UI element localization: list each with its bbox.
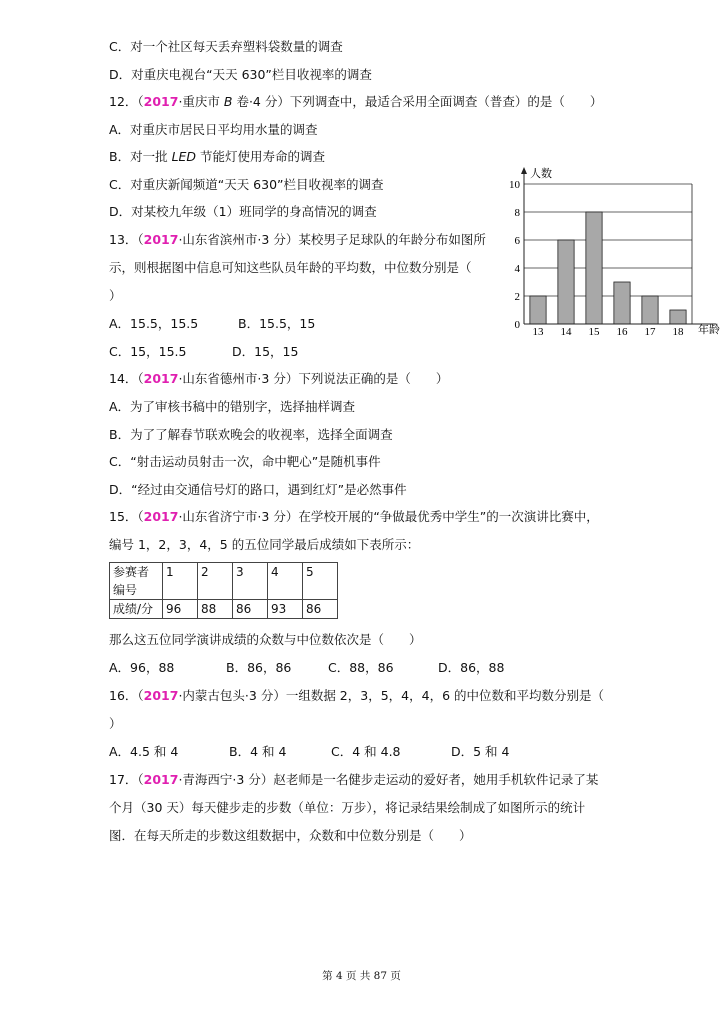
table-cell: 5: [303, 563, 338, 600]
question-17-stem: 17．（2017·青海西宁·3 分）赵老师是一名健步走运动的爱好者，她用手机软件记录了某: [109, 772, 599, 787]
score-table: [109, 562, 338, 619]
option-line: D．对重庆电视台“天天 630”栏目收视率的调查: [109, 67, 372, 82]
table-cell: 1: [163, 563, 198, 600]
option-line: C．对一个社区每天丢弃塑料袋数量的调查: [109, 39, 343, 54]
option-line: D．“经过由交通信号灯的路口，遇到红灯”是必然事件: [109, 482, 407, 497]
option-line: C．“射击运动员射击一次，命中靶心”是随机事件: [109, 454, 381, 469]
y-tick-label: 0: [514, 319, 520, 331]
question-16-stem-line2: ）: [109, 716, 122, 731]
x-tick-label: 17: [644, 326, 656, 338]
y-tick-label: 8: [514, 207, 520, 219]
question-13-stem: 13．（2017·山东省滨州市·3 分）某校男子足球队的年龄分布如图所: [109, 232, 486, 247]
x-tick-label: 14: [560, 326, 572, 338]
table-cell: 93: [268, 600, 303, 619]
bar-age-14: [558, 240, 574, 324]
table-row: [110, 600, 338, 619]
option-line: C．对重庆新闻频道“天天 630”栏目收视率的调查: [109, 177, 384, 192]
option-c: C．88，86: [328, 660, 394, 675]
option-a: A．15.5，15.5: [109, 316, 199, 331]
table-header-cell: 参赛者 编号: [110, 563, 163, 600]
question-14-stem: 14．（2017·山东省德州市·3 分）下列说法正确的是（ ）: [109, 371, 449, 386]
option-d: D．5 和 4: [451, 744, 510, 759]
option-a: A．4.5 和 4: [109, 744, 179, 759]
table-cell: 96: [163, 600, 198, 619]
age-distribution-chart: [500, 164, 723, 340]
chart-grid: [524, 184, 692, 296]
option-b: B．4 和 4: [229, 744, 287, 759]
question-15-stem-line2: 编号 1，2，3，4，5 的五位同学最后成绩如下表所示：: [109, 537, 420, 552]
x-tick-label: 13: [532, 326, 544, 338]
question-13-stem-line3: ）: [109, 288, 122, 303]
question-12-stem: 12．（2017·重庆市 B 卷·4 分）下列调查中，最适合采用全面调查（普查）的是（ ）: [109, 94, 603, 109]
y-axis-label: 人数: [530, 167, 552, 180]
option-line: A．为了审核书稿中的错别字，选择抽样调查: [109, 399, 356, 414]
x-axis-label: 年龄: [698, 323, 720, 336]
option-c: C．15，15.5: [109, 344, 187, 359]
table-cell: 86: [303, 600, 338, 619]
table-cell: 4: [268, 563, 303, 600]
y-tick-label: 6: [514, 235, 520, 247]
question-17-stem-line3: 图．在每天所走的步数这组数据中，众数和中位数分别是（ ）: [109, 828, 472, 843]
option-c: C．4 和 4.8: [331, 744, 401, 759]
question-17-stem-line2: 个月（30 天）每天健步走的步数（单位：万步），将记录结果绘制成了如图所示的统计: [109, 800, 586, 815]
page-footer: 第 4 页 共 87 页: [322, 970, 401, 982]
chart-y-ticks: [509, 179, 521, 331]
table-cell: 86: [233, 600, 268, 619]
option-line: D．对某校九年级（1）班同学的身高情况的调查: [109, 204, 377, 219]
y-tick-label: 10: [509, 179, 520, 191]
option-d: D．86，88: [438, 660, 505, 675]
bar-age-15: [586, 212, 602, 324]
option-b: B．15.5，15: [238, 316, 316, 331]
chart-x-ticks: [533, 326, 685, 338]
bar-age-16: [614, 282, 630, 324]
question-16-stem: 16．（2017·内蒙古包头·3 分）一组数据 2，3，5，4，4，6 的中位数和平均数分别是（: [109, 688, 604, 703]
x-tick-label: 18: [672, 326, 684, 338]
question-15-stem: 15．（2017·山东省济宁市·3 分）在学校开展的“争做最优秀中学生”的一次演讲比赛中，: [109, 509, 599, 524]
y-tick-label: 2: [514, 291, 520, 303]
x-tick-label: 16: [616, 326, 628, 338]
table-row: [110, 563, 338, 600]
option-b: B．86，86: [226, 660, 292, 675]
option-line: B．对一批 LED 节能灯使用寿命的调查: [109, 149, 326, 164]
option-line: A．对重庆市居民日平均用水量的调查: [109, 122, 318, 137]
table-cell: 3: [233, 563, 268, 600]
table-header-cell: 成绩/分: [110, 600, 163, 619]
table-cell: 88: [198, 600, 233, 619]
bar-age-17: [642, 296, 658, 324]
table-cell: 2: [198, 563, 233, 600]
y-tick-label: 4: [514, 263, 520, 275]
bar-age-13: [530, 296, 546, 324]
x-tick-label: 15: [588, 326, 600, 338]
option-line: B．为了了解春节联欢晚会的收视率，选择全面调查: [109, 427, 393, 442]
option-a: A．96，88: [109, 660, 175, 675]
question-13-stem-line2: 示，则根据图中信息可知这些队员年龄的平均数，中位数分别是（: [109, 260, 472, 275]
bar-age-18: [670, 310, 686, 324]
option-d: D．15，15: [232, 344, 299, 359]
question-15-ask: 那么这五位同学演讲成绩的众数与中位数依次是（ ）: [109, 632, 422, 647]
